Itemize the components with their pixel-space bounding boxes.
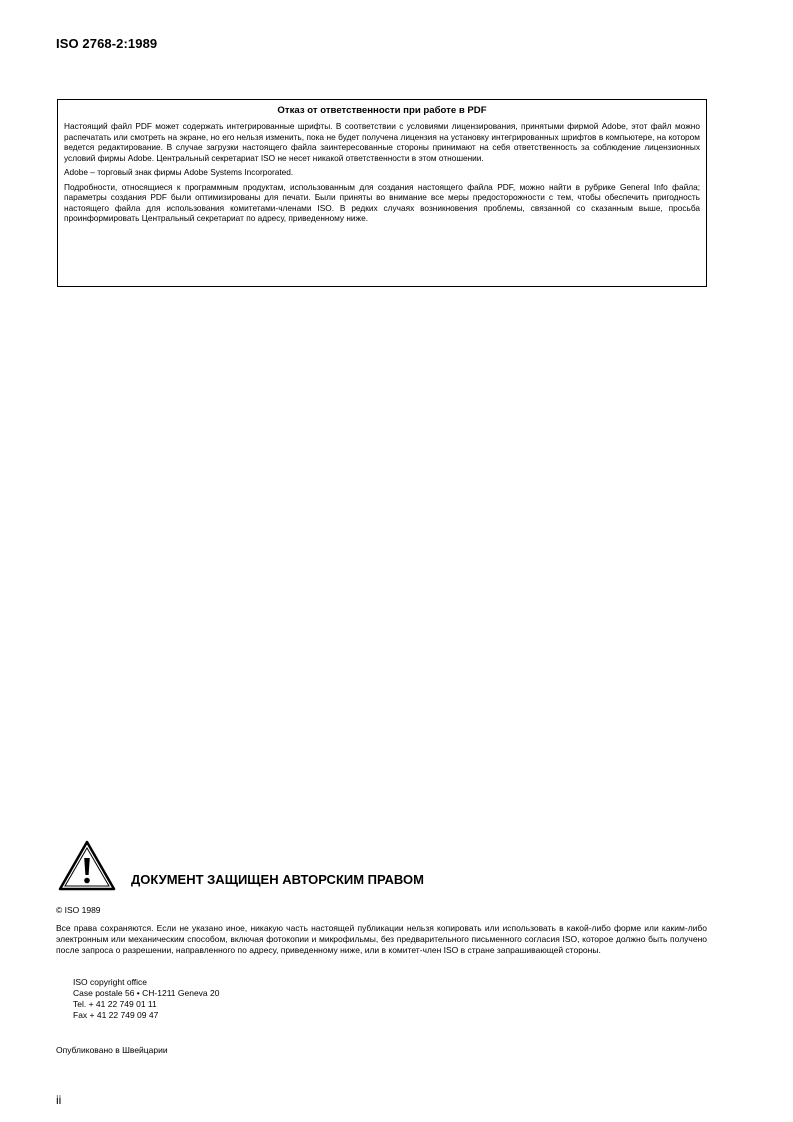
copyright-office-address (73, 977, 219, 1021)
disclaimer-paragraph-trademark: Adobe – торговый знак фирмы Adobe Systems Incorporated. (64, 167, 294, 177)
warning-triangle-icon (56, 838, 118, 894)
disclaimer-paragraph-fonts: Настоящий файл PDF может содержать интегрированные шрифты. В соответствии с условиями лицензирования, принятыми фирмой Adobe, этот файл можно распечатать или смотреть на экране, но его нельзя изменить, пока не будет получена лицензия на установку интегрированных шрифтов в компьютере, на котором ведется редактирование. В случае загрузки настоящего файла заинтересованные стороны принимают на себя ответственность за соблюдение лицензионных условий фирмы Adobe. Центральный секретариат ISO не несет никакой ответственности в этом отношении. (64, 121, 700, 163)
document-id: ISO 2768-2:1989 (56, 36, 158, 51)
disclaimer-paragraph-details: Подробности, относящиеся к программным продуктам, использованным для создания настоящего файла PDF, можно найти в рубрике General Info файла; параметры создания PDF были оптимизированы для печати. Были приняты во внимание все меры предосторожности с тем, чтобы обеспечить пригодность настоящего файла для использования комитетами-членами ISO. В редких случаях возникновения проблемы, связанной со сказанным выше, просьба проинформировать Центральный секретариат по адресу, приведенному ниже. (64, 181, 700, 223)
disclaimer-title: Отказ от ответственности при работе в PDF (277, 105, 487, 116)
copyright-warning (56, 838, 716, 894)
page-number: ii (56, 1093, 62, 1107)
published-in: Опубликовано в Швейцарии (56, 1045, 168, 1055)
address-line-postal: Case postale 56 • CH-1211 Geneva 20 (73, 988, 220, 998)
copyright-notice: © ISO 1989 (56, 905, 101, 915)
address-line-office: ISO copyright office (73, 977, 148, 987)
address-line-phone: Tel. + 41 22 749 01 11 (73, 999, 157, 1009)
copyright-warning-title: ДОКУМЕНТ ЗАЩИЩЕН АВТОРСКИМ ПРАВОМ (131, 872, 424, 887)
pdf-disclaimer-box (57, 99, 707, 287)
rights-reserved-text: Все права сохраняются. Если не указано иное, никакую часть настоящей публикации нельзя копировать или использовать в какой-либо форме или каким-либо электронным или механическим способом, включая фотокопии и микрофильмы, без предварительного письменного согласия ISO, которое должно быть получено после запроса о разрешении, направленного по адресу, приведенному ниже, или в комитет-член ISO в стране запрашивающей стороны. (56, 923, 707, 955)
address-line-fax: Fax + 41 22 749 09 47 (73, 1010, 159, 1020)
